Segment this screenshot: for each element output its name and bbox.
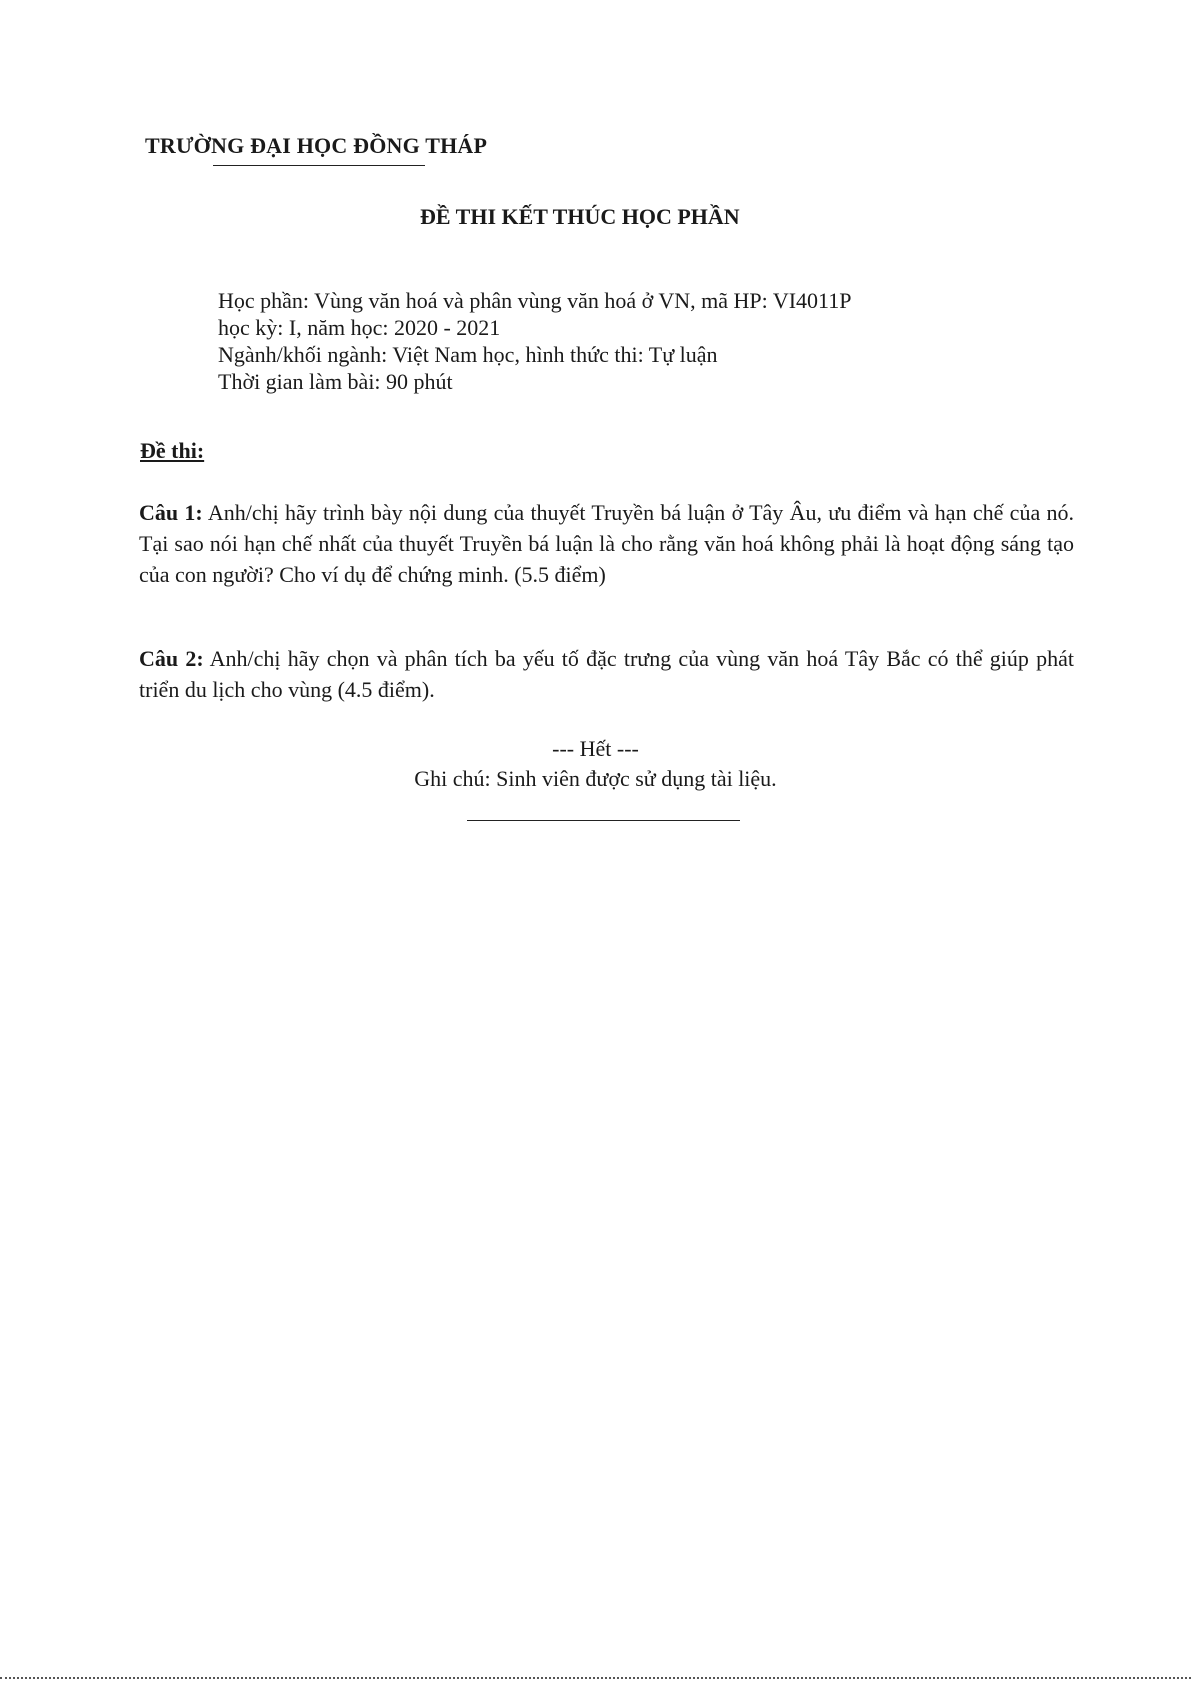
exam-section-label: Đề thi:: [140, 438, 205, 463]
school-name: TRƯỜNG ĐẠI HỌC ĐỒNG THÁP: [145, 133, 488, 158]
exam-title: ĐỀ THI KẾT THÚC HỌC PHẦN: [420, 204, 740, 229]
exam-ending: [0, 734, 1191, 794]
end-mark: --- Hết ---: [552, 736, 639, 761]
scan-bottom-edge: [0, 1677, 1191, 1679]
course-info-line-1: Học phần: Vùng văn hoá và phân vùng văn hoá ở VN, mã HP: VI4011P: [218, 288, 852, 313]
course-info-line-2: học kỳ: I, năm học: 2020 - 2021: [218, 315, 501, 340]
question-2-text: Anh/chị hãy chọn và phân tích ba yếu tố đặc trưng của vùng văn hoá Tây Bắc có thể giúp phát triển du lịch cho vùng (4.5 điểm).: [139, 646, 1075, 702]
question-2-label: Câu 2:: [139, 646, 204, 671]
question-1-text: Anh/chị hãy trình bày nội dung của thuyết Truyền bá luận ở Tây Âu, ưu điểm và hạn chế của nó. Tại sao nói hạn chế nhất của thuyết Truyền bá luận là cho rằng văn hoá không phải là hoạt động sáng tạo của con người? Cho ví dụ để chứng minh. (5.5 điểm): [139, 500, 1074, 587]
course-info-line-4: Thời gian làm bài: 90 phút: [218, 369, 453, 394]
footer-note: Ghi chú: Sinh viên được sử dụng tài liệu.: [414, 766, 777, 791]
course-info: [218, 287, 851, 395]
question-1: [139, 497, 1074, 590]
ending-divider: [467, 820, 740, 821]
question-2: [139, 643, 1074, 705]
question-1-label: Câu 1:: [139, 500, 203, 525]
school-underline: [213, 165, 425, 166]
course-info-line-3: Ngành/khối ngành: Việt Nam học, hình thức thi: Tự luận: [218, 342, 718, 367]
